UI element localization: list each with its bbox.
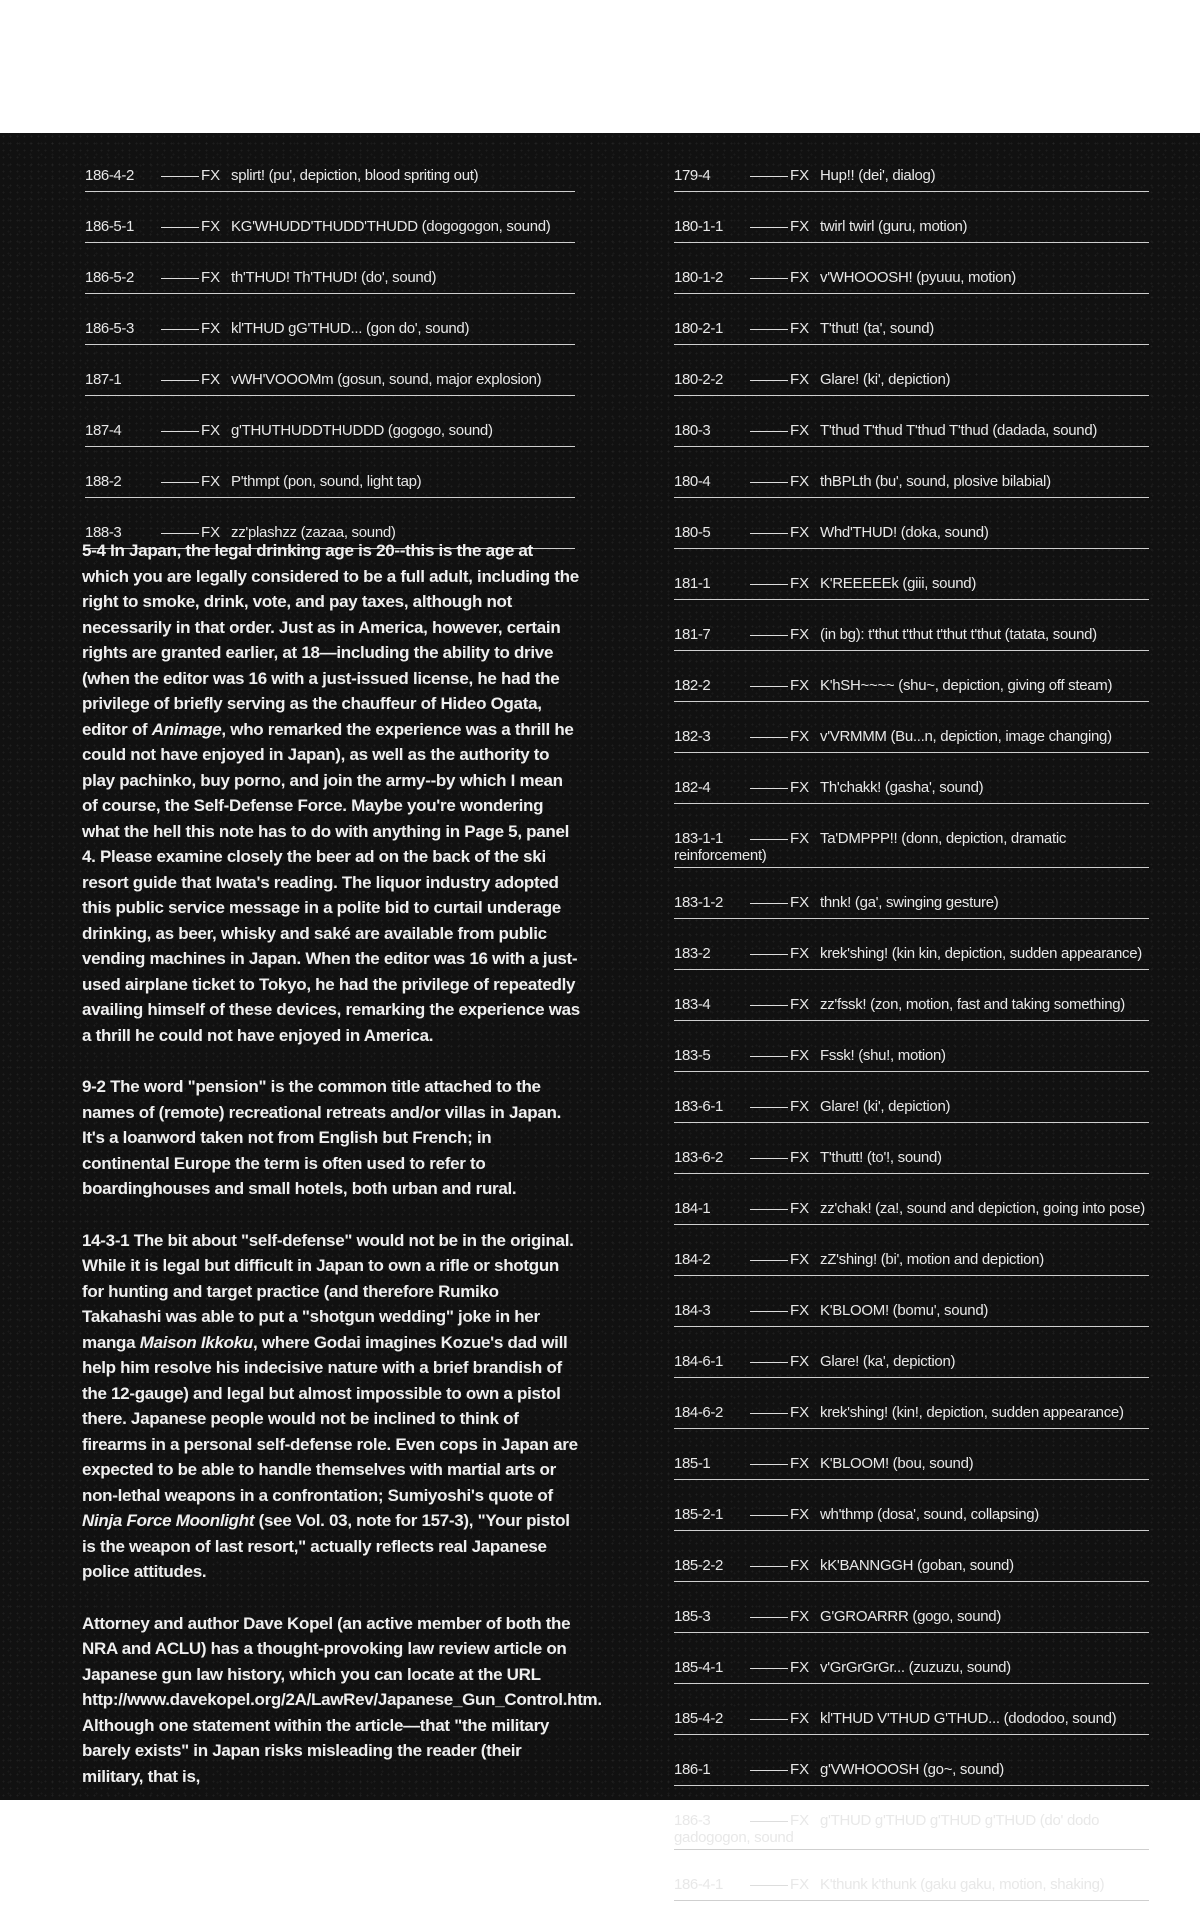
fx-text: zz'chak! (za!, sound and depiction, going into pose)	[820, 1200, 1145, 1217]
fx-dash	[750, 482, 788, 483]
fx-dash	[750, 903, 788, 904]
fx-label: FX	[790, 626, 810, 643]
fx-dash	[161, 176, 199, 177]
fx-label: FX	[790, 1302, 810, 1319]
note-text: , who remarked the experience was a thrill he could not have enjoyed in Japan), as well as the authority to play pachinko, buy porno, and join the army--by which I mean of course, the Self-Defense Force. Maybe you're wondering what the hell this note has to do with anything in Page 5, panel 4. Please examine closely the beer ad on the back of the ski resort guide that Iwata's reading. The liquor industry adopted this public service message in a polite bid to curtail underage drinking, as beer, whisky and saké are available from public vending machines in Japan. When the editor was 16 with a just-used airplane ticket to Tokyo, he had the privilege of repeatedly availing himself of these devices, remarking the experience was a thrill he could not have enjoyed in America.	[82, 719, 580, 1045]
fx-dash	[750, 431, 788, 432]
fx-label: FX	[790, 996, 810, 1013]
fx-text: K'BLOOM! (bou, sound)	[820, 1455, 974, 1472]
fx-entry	[674, 1249, 1149, 1276]
fx-ref: 185-2-1	[674, 1506, 723, 1523]
fx-label: FX	[790, 371, 810, 388]
fx-ref: 182-4	[674, 779, 711, 796]
fx-label: FX	[790, 1098, 810, 1115]
fx-text: K'BLOOM! (bomu', sound)	[820, 1302, 989, 1319]
fx-text: g'THUD g'THUD g'THUD g'THUD (do' dodo gadogogon, sound	[674, 1812, 1100, 1846]
fx-ref: 183-1-2	[674, 894, 723, 911]
fx-label: FX	[201, 167, 221, 184]
fx-label: FX	[790, 1659, 810, 1676]
fx-label: FX	[790, 1557, 810, 1574]
fx-text: T'thut! (ta', sound)	[820, 320, 934, 337]
fx-dash	[750, 1260, 788, 1261]
fx-dash	[750, 1311, 788, 1312]
fx-dash	[750, 227, 788, 228]
fx-label: FX	[790, 320, 810, 337]
fx-ref: 187-1	[85, 371, 122, 388]
fx-label: FX	[790, 1200, 810, 1217]
fx-dash	[750, 1362, 788, 1363]
fx-dash	[161, 431, 199, 432]
fx-text: K'REEEEEk (giii, sound)	[820, 575, 977, 592]
fx-entry	[674, 994, 1149, 1021]
fx-ref: 180-5	[674, 524, 711, 541]
fx-entry	[674, 1759, 1149, 1786]
fx-entry	[85, 318, 575, 345]
fx-ref: 182-2	[674, 677, 711, 694]
fx-label: FX	[790, 945, 810, 962]
notes-page	[0, 133, 1200, 1893]
fx-entry	[674, 573, 1149, 600]
fx-ref: 184-6-2	[674, 1404, 723, 1421]
fx-dash	[750, 1464, 788, 1465]
fx-dash	[750, 1209, 788, 1210]
fx-dash	[750, 1056, 788, 1057]
fx-text: Whd'THUD! (doka, sound)	[820, 524, 989, 541]
fx-text: KG'WHUDD'THUDD'THUDD (dogogogon, sound)	[231, 218, 551, 235]
fx-entry	[674, 1045, 1149, 1072]
fx-dash	[750, 533, 788, 534]
fx-ref: 188-3	[85, 524, 122, 541]
fx-ref: 185-2-2	[674, 1557, 723, 1574]
fx-entry	[674, 216, 1149, 243]
fx-dash	[750, 176, 788, 177]
fx-label: FX	[201, 371, 221, 388]
fx-label: FX	[790, 218, 810, 235]
right-fx-list	[674, 165, 1149, 1925]
note-paragraph	[82, 1074, 582, 1202]
fx-ref: 185-3	[674, 1608, 711, 1625]
fx-dash	[750, 1770, 788, 1771]
fx-ref: 186-4-1	[674, 1876, 723, 1893]
fx-dash	[750, 584, 788, 585]
fx-ref: 184-6-1	[674, 1353, 723, 1370]
fx-label: FX	[790, 894, 810, 911]
fx-dash	[750, 1005, 788, 1006]
fx-dash	[750, 1617, 788, 1618]
fx-dash	[750, 954, 788, 955]
fx-ref: 183-2	[674, 945, 711, 962]
fx-entry	[674, 1402, 1149, 1429]
fx-ref: 180-4	[674, 473, 711, 490]
fx-ref: 184-3	[674, 1302, 711, 1319]
fx-text: wh'thmp (dosa', sound, collapsing)	[820, 1506, 1039, 1523]
fx-ref: 183-5	[674, 1047, 711, 1064]
note-text: Attorney and author Dave Kopel (an active member of both the NRA and ACLU) has a thought-provoking law review article on Japanese gun law history, which you can locate at the URL http://www.davekopel.org/2A/LawRev/Japanese_Gun_Control.htm. Although one statement within the article—that "the military barely exists" in Japan risks misleading the reader (their military, that is,	[82, 1613, 602, 1786]
fx-dash	[161, 533, 199, 534]
fx-entry	[674, 892, 1149, 919]
fx-ref: 186-5-1	[85, 218, 134, 235]
fx-label: FX	[790, 677, 810, 694]
fx-dash	[750, 1668, 788, 1669]
fx-label: FX	[790, 1251, 810, 1268]
fx-label: FX	[790, 1149, 810, 1166]
fx-ref: 186-5-2	[85, 269, 134, 286]
fx-text: Glare! (ki', depiction)	[820, 1098, 951, 1115]
fx-label: FX	[790, 830, 810, 847]
fx-label: FX	[201, 269, 221, 286]
fx-ref: 183-6-1	[674, 1098, 723, 1115]
fx-entry	[674, 943, 1149, 970]
note-text: 14-3-1 The bit about "self-defense" would not be in the original. While it is legal but difficult in Japan to own a rifle or shotgun for hunting and target practice (and therefore Rumiko Takahashi was able to put a "shotgun wedding" joke in her manga	[82, 1230, 574, 1352]
fx-text: T'thutt! (to'!, sound)	[820, 1149, 942, 1166]
fx-entry	[674, 1453, 1149, 1480]
fx-entry	[674, 1198, 1149, 1225]
fx-entry	[674, 318, 1149, 345]
fx-ref: 183-6-2	[674, 1149, 723, 1166]
fx-ref: 180-3	[674, 422, 711, 439]
fx-ref: 185-4-1	[674, 1659, 723, 1676]
fx-label: FX	[790, 1353, 810, 1370]
fx-text: zZ'shing! (bi', motion and depiction)	[820, 1251, 1044, 1268]
fx-ref: 186-3	[674, 1812, 711, 1829]
fx-text: (in bg): t'thut t'thut t'thut t'thut (tatata, sound)	[820, 626, 1097, 643]
fx-label: FX	[790, 1761, 810, 1778]
translation-notes	[82, 538, 602, 1815]
fx-dash	[750, 380, 788, 381]
fx-label: FX	[790, 1455, 810, 1472]
note-text: (see Vol. 03, note for 157-3), "Your pistol is the weapon of last resort," actually reflects real Japanese police attitudes.	[82, 1511, 570, 1581]
fx-entry	[674, 1300, 1149, 1327]
fx-label: FX	[790, 1812, 810, 1829]
fx-ref: 185-1	[674, 1455, 711, 1472]
fx-text: kl'THUD V'THUD G'THUD... (dododoo, sound)	[820, 1710, 1117, 1727]
fx-ref: 184-1	[674, 1200, 711, 1217]
fx-entry	[674, 267, 1149, 294]
fx-text: Ta'DMPPP!! (donn, depiction, dramatic reinforcement)	[674, 830, 1067, 864]
fx-entry	[85, 267, 575, 294]
fx-ref: 181-7	[674, 626, 711, 643]
fx-text: zz'fssk! (zon, motion, fast and taking something)	[820, 996, 1125, 1013]
fx-entry	[674, 828, 1149, 868]
fx-entry	[674, 1606, 1149, 1633]
fx-entry	[674, 1555, 1149, 1582]
fx-entry	[85, 165, 575, 192]
fx-entry	[674, 471, 1149, 498]
fx-entry	[85, 420, 575, 447]
fx-ref: 180-2-2	[674, 371, 723, 388]
fx-dash	[161, 482, 199, 483]
fx-entry	[674, 1147, 1149, 1174]
fx-entry	[674, 675, 1149, 702]
fx-text: Glare! (ki', depiction)	[820, 371, 951, 388]
fx-ref: 181-1	[674, 575, 711, 592]
fx-dash	[750, 1413, 788, 1414]
fx-text: Hup!! (dei', dialog)	[820, 167, 936, 184]
fx-ref: 186-5-3	[85, 320, 134, 337]
note-paragraph	[82, 538, 582, 1048]
note-title-italic: Ninja Force Moonlight	[82, 1511, 255, 1530]
fx-text: Th'chakk! (gasha', sound)	[820, 779, 984, 796]
fx-ref: 186-4-2	[85, 167, 134, 184]
fx-ref: 185-4-2	[674, 1710, 723, 1727]
fx-dash	[750, 1515, 788, 1516]
fx-entry	[674, 777, 1149, 804]
fx-text: Fssk! (shu!, motion)	[820, 1047, 946, 1064]
fx-text: P'thmpt (pon, sound, light tap)	[231, 473, 422, 490]
fx-label: FX	[201, 422, 221, 439]
fx-entry	[674, 369, 1149, 396]
fx-dash	[750, 686, 788, 687]
fx-label: FX	[201, 320, 221, 337]
fx-text: th'THUD! Th'THUD! (do', sound)	[231, 269, 437, 286]
fx-ref: 180-1-1	[674, 218, 723, 235]
fx-ref: 186-1	[674, 1761, 711, 1778]
fx-label: FX	[790, 269, 810, 286]
left-fx-list	[85, 165, 575, 573]
fx-dash	[750, 1885, 788, 1886]
fx-text: krek'shing! (kin kin, depiction, sudden appearance)	[820, 945, 1142, 962]
note-paragraph	[82, 1611, 602, 1790]
fx-label: FX	[790, 1047, 810, 1064]
fx-text: thnk! (ga', swinging gesture)	[820, 894, 999, 911]
fx-dash	[161, 329, 199, 330]
fx-dash	[750, 635, 788, 636]
fx-label: FX	[201, 473, 221, 490]
fx-dash	[161, 380, 199, 381]
note-text: 5-4 In Japan, the legal drinking age is 20--this is the age at which you are legally considered to be a full adult, including the right to smoke, drink, vote, and pay taxes, although not necessarily in that order. Just as in America, however, certain rights are granted earlier, at 18—including the ability to drive (when the editor was 16 with a just-issued license, he had the privilege of briefly serving as the chauffeur of Hideo Ogata, editor of	[82, 541, 579, 739]
fx-text: twirl twirl (guru, motion)	[820, 218, 968, 235]
fx-entry	[674, 1708, 1149, 1735]
fx-label: FX	[201, 524, 221, 541]
note-title-italic: Animage	[151, 719, 222, 739]
fx-label: FX	[790, 1506, 810, 1523]
fx-text: kl'THUD gG'THUD... (gon do', sound)	[231, 320, 470, 337]
fx-text: thBPLth (bu', sound, plosive bilabial)	[820, 473, 1051, 490]
fx-dash	[750, 737, 788, 738]
note-title-italic: Maison Ikkoku	[139, 1332, 253, 1352]
fx-text: splirt! (pu', depiction, blood spriting out)	[231, 167, 479, 184]
fx-ref: 183-4	[674, 996, 711, 1013]
fx-dash	[750, 1821, 788, 1822]
fx-entry	[85, 369, 575, 396]
fx-text: krek'shing! (kin!, depiction, sudden appearance)	[820, 1404, 1124, 1421]
fx-dash	[750, 278, 788, 279]
fx-label: FX	[790, 167, 810, 184]
note-paragraph	[82, 1228, 582, 1585]
fx-text: g'VWHOOOSH (go~, sound)	[820, 1761, 1004, 1778]
fx-dash	[750, 1719, 788, 1720]
fx-entry	[674, 165, 1149, 192]
fx-entry	[674, 1657, 1149, 1684]
fx-ref: 179-4	[674, 167, 711, 184]
fx-dash	[161, 227, 199, 228]
fx-entry	[674, 420, 1149, 447]
fx-ref: 180-1-2	[674, 269, 723, 286]
fx-label: FX	[790, 1876, 810, 1893]
fx-text: K'hSH~~~~ (shu~, depiction, giving off steam)	[820, 677, 1113, 694]
fx-ref: 183-1-1	[674, 830, 723, 847]
fx-dash	[161, 278, 199, 279]
fx-entry	[674, 726, 1149, 753]
fx-dash	[750, 839, 788, 840]
fx-label: FX	[790, 1608, 810, 1625]
fx-label: FX	[790, 1404, 810, 1421]
fx-ref: 187-4	[85, 422, 122, 439]
fx-ref: 188-2	[85, 473, 122, 490]
fx-entry	[674, 1874, 1149, 1901]
note-text: , where Godai imagines Kozue's dad will help him resolve his indecisive nature with a brief brandish of the 12-gauge) and legal but almost impossible to own a pistol there. Japanese people would not be inclined to think of firearms in a personal self-defense role. Even cops in Japan are expected to be able to handle themselves with martial arts or non-lethal weapons in a confrontation; Sumiyoshi's quote of	[82, 1332, 578, 1505]
fx-entry	[674, 624, 1149, 651]
fx-text: zz'plashzz (zazaa, sound)	[231, 524, 396, 541]
fx-label: FX	[790, 473, 810, 490]
fx-entry	[85, 471, 575, 498]
fx-label: FX	[790, 728, 810, 745]
fx-ref: 180-2-1	[674, 320, 723, 337]
fx-text: K'thunk k'thunk (gaku gaku, motion, shaking)	[820, 1876, 1105, 1893]
fx-label: FX	[790, 524, 810, 541]
fx-dash	[750, 788, 788, 789]
fx-label: FX	[790, 779, 810, 796]
fx-entry	[674, 1096, 1149, 1123]
fx-text: kK'BANNGGH (goban, sound)	[820, 1557, 1014, 1574]
fx-entry	[674, 522, 1149, 549]
fx-entry	[674, 1810, 1149, 1850]
fx-text: G'GROARRR (gogo, sound)	[820, 1608, 1002, 1625]
fx-text: g'THUTHUDDTHUDDD (gogogo, sound)	[231, 422, 493, 439]
top-margin	[0, 0, 1200, 133]
fx-label: FX	[201, 218, 221, 235]
fx-ref: 184-2	[674, 1251, 711, 1268]
fx-text: T'thud T'thud T'thud T'thud (dadada, sound)	[820, 422, 1098, 439]
fx-text: v'WHOOOSH! (pyuuu, motion)	[820, 269, 1016, 286]
fx-label: FX	[790, 422, 810, 439]
fx-dash	[750, 1107, 788, 1108]
fx-dash	[750, 329, 788, 330]
note-text: 9-2 The word "pension" is the common title attached to the names of (remote) recreational retreats and/or villas in Japan. It's a loanword taken not from English but French; in continental Europe the term is often used to refer to boardinghouses and small hotels, both urban and rural.	[82, 1077, 561, 1198]
fx-text: Glare! (ka', depiction)	[820, 1353, 956, 1370]
fx-label: FX	[790, 575, 810, 592]
fx-label: FX	[790, 1710, 810, 1727]
fx-entry	[674, 1504, 1149, 1531]
fx-text: v'VRMMM (Bu...n, depiction, image changing)	[820, 728, 1112, 745]
fx-dash	[750, 1158, 788, 1159]
fx-ref: 182-3	[674, 728, 711, 745]
fx-text: v'GrGrGrGr... (zuzuzu, sound)	[820, 1659, 1011, 1676]
fx-entry	[85, 216, 575, 243]
fx-entry	[674, 1351, 1149, 1378]
fx-dash	[750, 1566, 788, 1567]
fx-text: vWH'VOOOMm (gosun, sound, major explosion)	[231, 371, 542, 388]
